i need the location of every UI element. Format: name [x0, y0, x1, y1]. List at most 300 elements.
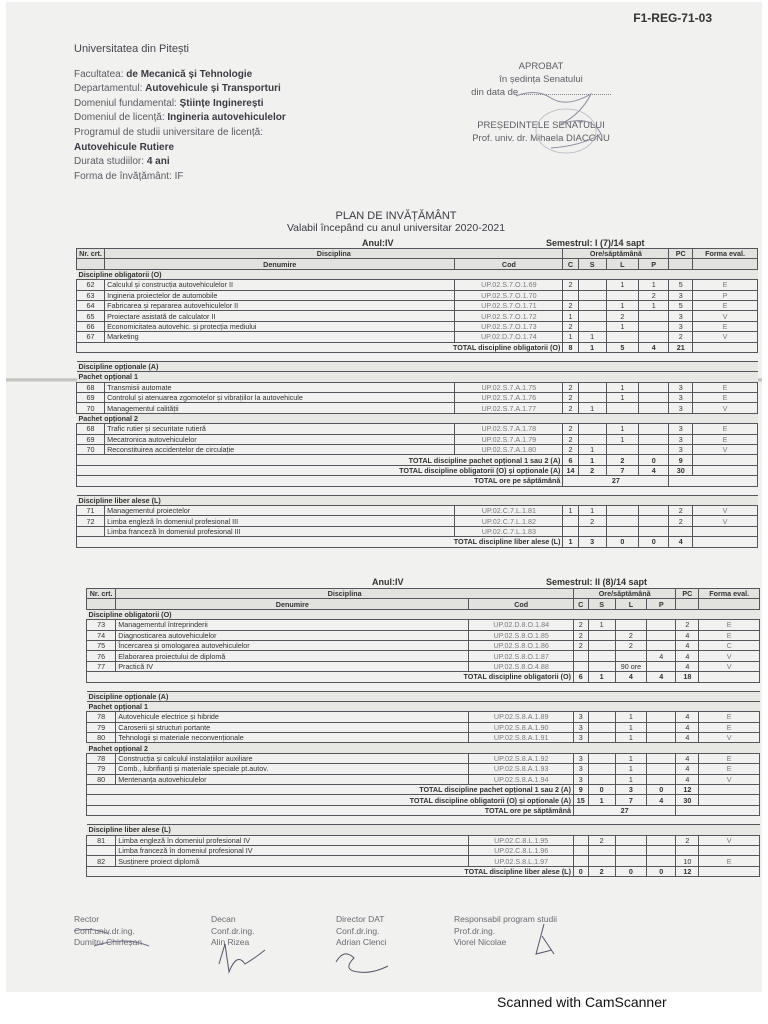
hours-seminar: 1	[578, 445, 606, 455]
hours-seminar	[588, 712, 615, 722]
rector-signature-block: Rector Conf.univ.dr.ing. Dumitru Chirleșan	[74, 914, 143, 947]
course-number: 70	[77, 403, 105, 413]
hours-course: 3	[573, 712, 588, 722]
credits: 4	[676, 764, 699, 774]
program-head-signature-block: Responsabil program studii Prof.dr.ing. Viorel Nicolae	[454, 914, 557, 947]
credits: 3	[669, 311, 693, 321]
table-subheader-row	[77, 259, 758, 269]
eval-form: V	[699, 733, 760, 743]
course-row	[77, 332, 758, 342]
total-blank	[699, 672, 760, 682]
total-credits: 30	[669, 465, 693, 475]
hours-course: 2	[563, 424, 578, 434]
total-course: 9	[573, 785, 588, 795]
hours-seminar	[588, 774, 615, 784]
section-mandatory	[77, 269, 758, 279]
course-number: 69	[77, 434, 105, 444]
hours-project	[647, 764, 676, 774]
total-credits: 9	[669, 455, 693, 465]
hours-lab: 1	[606, 393, 638, 403]
optional-package-1	[87, 701, 760, 711]
hours-seminar	[588, 651, 615, 661]
course-code: UP.02.C.7.L.1.81	[455, 505, 563, 515]
course-code: UP.02.S.8.O.1.87	[469, 651, 574, 661]
hours-seminar	[578, 280, 606, 290]
course-code: UP.02.S.8.A.1.94	[469, 774, 574, 784]
course-name: Economicitatea autovehic. și protecția mediului	[105, 321, 455, 331]
course-name: Managementul întreprinderii	[116, 620, 469, 630]
course-name: Calculul și construcția autovehiculelor II	[105, 280, 455, 290]
credits: 2	[669, 516, 693, 526]
eval-form: V	[693, 403, 758, 413]
hours-course: 3	[573, 753, 588, 763]
course-name: Transmisii automate	[105, 382, 455, 392]
course-code: UP.02.S.7.O.1.72	[455, 311, 563, 321]
eval-form: E	[693, 280, 758, 290]
header-course: C	[573, 599, 588, 609]
course-code: UP.02.S.8.A.1.93	[469, 764, 574, 774]
header-blank	[699, 599, 760, 609]
course-number: 69	[77, 393, 105, 403]
credits: 4	[676, 712, 699, 722]
optional-package-2	[77, 413, 758, 423]
credits	[676, 845, 699, 855]
weekly-hours-label: TOTAL ore pe săptămână	[77, 476, 563, 486]
spacer-row	[77, 352, 758, 361]
spacer-cell	[77, 352, 758, 361]
course-name: Marketing	[105, 332, 455, 342]
total-label: TOTAL discipline obligatorii (O) și opționale (A)	[77, 465, 563, 475]
course-row	[77, 505, 758, 515]
eval-form: E	[693, 424, 758, 434]
hours-lab: 1	[615, 753, 646, 763]
eval-form: V	[699, 835, 760, 845]
section-label: Pachet opțional 1	[77, 372, 758, 382]
hours-seminar	[588, 856, 615, 866]
section-label: Discipline liber alese (L)	[87, 825, 760, 835]
course-code: UP.02.S.8.L.1.97	[469, 856, 574, 866]
course-number: 70	[77, 445, 105, 455]
total-package-row	[87, 785, 760, 795]
total-credits: 4	[669, 537, 693, 547]
credits	[669, 526, 693, 536]
faculty-line: Facultatea: de Mecanică și Tehnologie	[74, 68, 253, 80]
course-code: UP.02.C.7.L.1.83	[455, 526, 563, 536]
section-free-choice	[87, 825, 760, 835]
course-code: UP.02.S.8.A.1.89	[469, 712, 574, 722]
course-name: Fabricarea și repararea autovehiculelor II	[105, 300, 455, 310]
hours-project	[647, 845, 676, 855]
course-row	[87, 856, 760, 866]
course-row	[77, 393, 758, 403]
eval-form: V	[693, 311, 758, 321]
total-package-row	[77, 455, 758, 465]
hours-project	[639, 505, 669, 515]
total-seminar: 1	[578, 455, 606, 465]
header-lab: L	[606, 259, 638, 269]
total-lab: 0	[606, 537, 638, 547]
eval-form: V	[699, 651, 760, 661]
course-name: Tehnologii și materiale neconvenționale	[116, 733, 469, 743]
course-code: UP.02.C.8.L.1.96	[469, 845, 574, 855]
hours-lab: 1	[606, 280, 638, 290]
hours-seminar	[578, 290, 606, 300]
total-label: TOTAL discipline liber alese (L)	[87, 866, 574, 876]
hours-project	[639, 424, 669, 434]
hours-lab: 1	[615, 733, 646, 743]
eval-form: E	[699, 712, 760, 722]
hours-project: 4	[647, 651, 676, 661]
camscanner-watermark: Scanned with CamScanner	[497, 994, 667, 1010]
total-course: 0	[573, 866, 588, 876]
optional-package-1	[77, 372, 758, 382]
hours-course: 2	[563, 403, 578, 413]
total-blank	[699, 785, 760, 795]
section-label: Discipline opționale (A)	[87, 691, 760, 701]
course-row	[87, 774, 760, 784]
total-mandatory-optional-row	[87, 795, 760, 805]
total-mandatory-row	[77, 342, 758, 352]
sem2-year-label: Anul:IV	[372, 577, 404, 587]
course-code: UP.02.S.7.O.1.70	[455, 290, 563, 300]
course-code: UP.02.S.8.O.1.85	[469, 630, 574, 640]
credits: 3	[669, 445, 693, 455]
section-optional	[87, 691, 760, 701]
credits: 4	[676, 774, 699, 784]
weekly-hours-value: 27	[573, 805, 675, 815]
total-blank	[699, 866, 760, 876]
hours-lab	[606, 526, 638, 536]
hours-seminar	[588, 733, 615, 743]
total-label: TOTAL discipline obligatorii (O)	[87, 672, 574, 682]
university-name: Universitatea din Pitești	[74, 43, 189, 55]
header-project: P	[639, 259, 669, 269]
program-line: Programul de studii universitare de licență:	[74, 126, 263, 138]
credits: 2	[669, 332, 693, 342]
total-project: 0	[647, 785, 676, 795]
eval-form: V	[699, 661, 760, 671]
total-course: 6	[563, 455, 578, 465]
hours-project	[639, 321, 669, 331]
total-blank	[693, 455, 758, 465]
section-label: Discipline opționale (A)	[77, 361, 758, 371]
hours-project	[647, 712, 676, 722]
header-blank	[693, 259, 758, 269]
hours-course	[563, 290, 578, 300]
sem1-year-label: Anul:IV	[362, 238, 394, 248]
course-number	[77, 526, 105, 536]
license-line: Domeniul de licență: Ingineria autovehiculelor	[74, 112, 286, 124]
total-credits: 18	[676, 672, 699, 682]
hours-course: 2	[573, 620, 588, 630]
hours-lab: 1	[615, 774, 646, 784]
hours-seminar	[588, 640, 615, 650]
total-label: TOTAL discipline liber alese (L)	[77, 537, 563, 547]
total-project: 0	[647, 866, 676, 876]
credits: 3	[669, 403, 693, 413]
total-label: TOTAL discipline obligatorii (O)	[77, 342, 563, 352]
hours-course: 3	[573, 764, 588, 774]
eval-form: E	[693, 300, 758, 310]
hours-project	[647, 661, 676, 671]
course-name: Limba franceză în domeniul profesional III	[105, 526, 455, 536]
eval-form	[693, 526, 758, 536]
eval-form: E	[693, 393, 758, 403]
course-row	[77, 311, 758, 321]
hours-course	[573, 661, 588, 671]
total-project: 0	[639, 455, 669, 465]
header-credits: PC	[676, 589, 699, 599]
duration-line: Durata studiilor: 4 ani	[74, 156, 170, 168]
hours-lab: 1	[606, 434, 638, 444]
course-name: Caroserii și structuri portante	[116, 722, 469, 732]
course-number: 74	[87, 630, 116, 640]
course-row	[87, 845, 760, 855]
credits: 4	[676, 661, 699, 671]
course-number: 78	[87, 712, 116, 722]
total-project: 4	[647, 795, 676, 805]
total-course: 1	[563, 537, 578, 547]
hours-course: 2	[573, 640, 588, 650]
hours-course	[573, 845, 588, 855]
eval-form: V	[693, 516, 758, 526]
total-blank	[693, 537, 758, 547]
course-name: Mentenanța autovehiculelor	[116, 774, 469, 784]
total-free-choice-row	[87, 866, 760, 876]
course-name: Ingineria proiectelor de automobile	[105, 290, 455, 300]
semester1-table	[76, 248, 758, 548]
total-lab: 7	[606, 465, 638, 475]
course-number: 79	[87, 722, 116, 732]
total-lab: 3	[615, 785, 646, 795]
hours-seminar	[588, 764, 615, 774]
handwritten-signatures	[74, 914, 634, 984]
hours-lab: 90 ore	[615, 661, 646, 671]
hours-lab	[615, 845, 646, 855]
hours-course: 2	[563, 445, 578, 455]
eval-form: C	[699, 640, 760, 650]
course-name: Diagnosticarea autovehiculelor	[116, 630, 469, 640]
senate-approval-block	[446, 60, 636, 145]
hours-course: 3	[573, 722, 588, 732]
hours-seminar	[588, 753, 615, 763]
credits: 3	[669, 290, 693, 300]
course-code: UP.02.C.7.L.1.82	[455, 516, 563, 526]
course-code: UP.02.S.7.A.1.78	[455, 424, 563, 434]
sem1-semester-label: Semestrul: I (7)/14 sapt	[546, 238, 645, 248]
section-mandatory	[87, 609, 760, 619]
credits: 10	[676, 856, 699, 866]
total-seminar: 1	[578, 342, 606, 352]
course-code: UP.02.S.8.A.1.92	[469, 753, 574, 763]
plan-title-block	[246, 210, 546, 234]
hours-course: 2	[563, 280, 578, 290]
course-code: UP.02.S.7.A.1.80	[455, 445, 563, 455]
course-name: Limba franceză în domeniul profesional IV	[116, 845, 469, 855]
spacer-row	[87, 682, 760, 691]
total-free-choice-row	[77, 537, 758, 547]
hours-seminar	[578, 526, 606, 536]
hours-course: 2	[573, 630, 588, 640]
course-number: 82	[87, 856, 116, 866]
spacer-cell	[87, 816, 760, 825]
hours-course: 3	[573, 774, 588, 784]
course-row	[87, 630, 760, 640]
course-code: UP.02.S.7.A.1.75	[455, 382, 563, 392]
total-mandatory-row	[87, 672, 760, 682]
hours-course	[563, 526, 578, 536]
hours-course	[573, 856, 588, 866]
total-project: 4	[639, 465, 669, 475]
course-code: UP.02.S.8.O.1.86	[469, 640, 574, 650]
eval-form: E	[693, 321, 758, 331]
credits: 2	[669, 505, 693, 515]
header-name: Denumire	[116, 599, 469, 609]
course-row	[77, 321, 758, 331]
hours-project	[639, 526, 669, 536]
hours-seminar	[578, 393, 606, 403]
hours-course: 2	[563, 434, 578, 444]
course-row	[77, 516, 758, 526]
credits: 3	[669, 321, 693, 331]
header-discipline: Disciplina	[116, 589, 574, 599]
course-name: Managementul proiectelor	[105, 505, 455, 515]
eval-form: P	[693, 290, 758, 300]
hours-lab	[615, 620, 646, 630]
total-seminar: 1	[588, 672, 615, 682]
course-number: 65	[77, 311, 105, 321]
section-free-choice	[77, 495, 758, 505]
course-number: 75	[87, 640, 116, 650]
hours-project	[647, 620, 676, 630]
total-blank	[699, 795, 760, 805]
course-row	[87, 640, 760, 650]
hours-seminar	[588, 630, 615, 640]
spacer-cell	[77, 486, 758, 495]
hours-lab: 2	[606, 311, 638, 321]
spacer-row	[77, 486, 758, 495]
hours-course	[573, 651, 588, 661]
header-lab: L	[615, 599, 646, 609]
course-row	[77, 403, 758, 413]
credits: 2	[676, 835, 699, 845]
course-row	[87, 661, 760, 671]
course-code: UP.02.C.8.L.1.95	[469, 835, 574, 845]
eval-form: E	[699, 856, 760, 866]
hours-project	[647, 722, 676, 732]
course-row	[77, 526, 758, 536]
course-code: UP.02.S.7.A.1.77	[455, 403, 563, 413]
section-label: Pachet opțional 2	[87, 743, 760, 753]
program-name: Autovehicule Rutiere	[74, 141, 175, 153]
course-row	[87, 753, 760, 763]
header-discipline: Disciplina	[105, 249, 563, 259]
credits: 3	[669, 382, 693, 392]
course-name: Comb., lubrifianți și materiale speciale pt.autov.	[116, 764, 469, 774]
president-signature	[506, 86, 626, 156]
hours-lab	[606, 445, 638, 455]
credits: 2	[676, 620, 699, 630]
course-code: UP.02.D.7.O.1.74	[455, 332, 563, 342]
course-number: 80	[87, 774, 116, 784]
hours-course: 2	[563, 321, 578, 331]
spacer-row	[87, 816, 760, 825]
hours-lab	[606, 505, 638, 515]
hours-course	[573, 835, 588, 845]
course-name: Trafic rutier și securitate rutieră	[105, 424, 455, 434]
hours-seminar: 1	[578, 332, 606, 342]
header-nr: Nr. crt.	[87, 589, 116, 599]
table-subheader-row	[87, 599, 760, 609]
course-code: UP.02.S.8.O.4.88	[469, 661, 574, 671]
course-code: UP.02.S.7.O.1.71	[455, 300, 563, 310]
course-name: Reconstituirea accidentelor de circulație	[105, 445, 455, 455]
total-seminar: 0	[588, 785, 615, 795]
hours-project: 1	[639, 280, 669, 290]
hours-project	[639, 516, 669, 526]
hours-seminar	[588, 661, 615, 671]
total-project: 4	[647, 672, 676, 682]
section-label: Discipline obligatorii (O)	[77, 269, 758, 279]
document-code: F1-REG-71-03	[633, 11, 712, 25]
credits: 3	[669, 393, 693, 403]
hours-project	[639, 393, 669, 403]
hours-project	[647, 733, 676, 743]
hours-seminar: 2	[578, 516, 606, 526]
hours-seminar: 1	[578, 403, 606, 413]
total-seminar: 3	[578, 537, 606, 547]
header-project: P	[647, 599, 676, 609]
course-code: UP.02.S.7.O.1.73	[455, 321, 563, 331]
header-blank	[676, 599, 699, 609]
credits: 4	[676, 630, 699, 640]
total-lab: 5	[606, 342, 638, 352]
section-label: Pachet opțional 2	[77, 413, 758, 423]
course-number: 68	[77, 382, 105, 392]
header-blank	[77, 259, 105, 269]
course-name: Proiectare asistată de calculator II	[105, 311, 455, 321]
header-course: C	[563, 259, 578, 269]
course-code: UP.02.S.8.A.1.90	[469, 722, 574, 732]
course-row	[87, 712, 760, 722]
hours-lab: 2	[615, 640, 646, 650]
eval-form: E	[693, 434, 758, 444]
total-project: 4	[639, 342, 669, 352]
hours-seminar: 1	[578, 505, 606, 515]
department-line: Departamentul: Autovehicule și Transporturi	[74, 83, 281, 95]
total-lab: 0	[615, 866, 646, 876]
course-name: Elaborarea proiectului de diplomă	[116, 651, 469, 661]
hours-seminar	[578, 424, 606, 434]
course-code: UP.02.D.8.O.1.84	[469, 620, 574, 630]
total-label: TOTAL discipline obligatorii (O) și opționale (A)	[87, 795, 574, 805]
total-lab: 7	[615, 795, 646, 805]
hours-project	[647, 630, 676, 640]
course-row	[87, 835, 760, 845]
header-blank	[87, 599, 116, 609]
hours-seminar: 2	[588, 835, 615, 845]
course-number: 77	[87, 661, 116, 671]
hours-lab: 1	[606, 424, 638, 434]
total-credits: 12	[676, 866, 699, 876]
course-number: 73	[87, 620, 116, 630]
spacer-cell	[87, 682, 760, 691]
header-seminar: S	[588, 599, 615, 609]
hours-lab: 1	[615, 722, 646, 732]
header-code: Cod	[455, 259, 563, 269]
hours-seminar	[578, 434, 606, 444]
hours-seminar	[588, 845, 615, 855]
